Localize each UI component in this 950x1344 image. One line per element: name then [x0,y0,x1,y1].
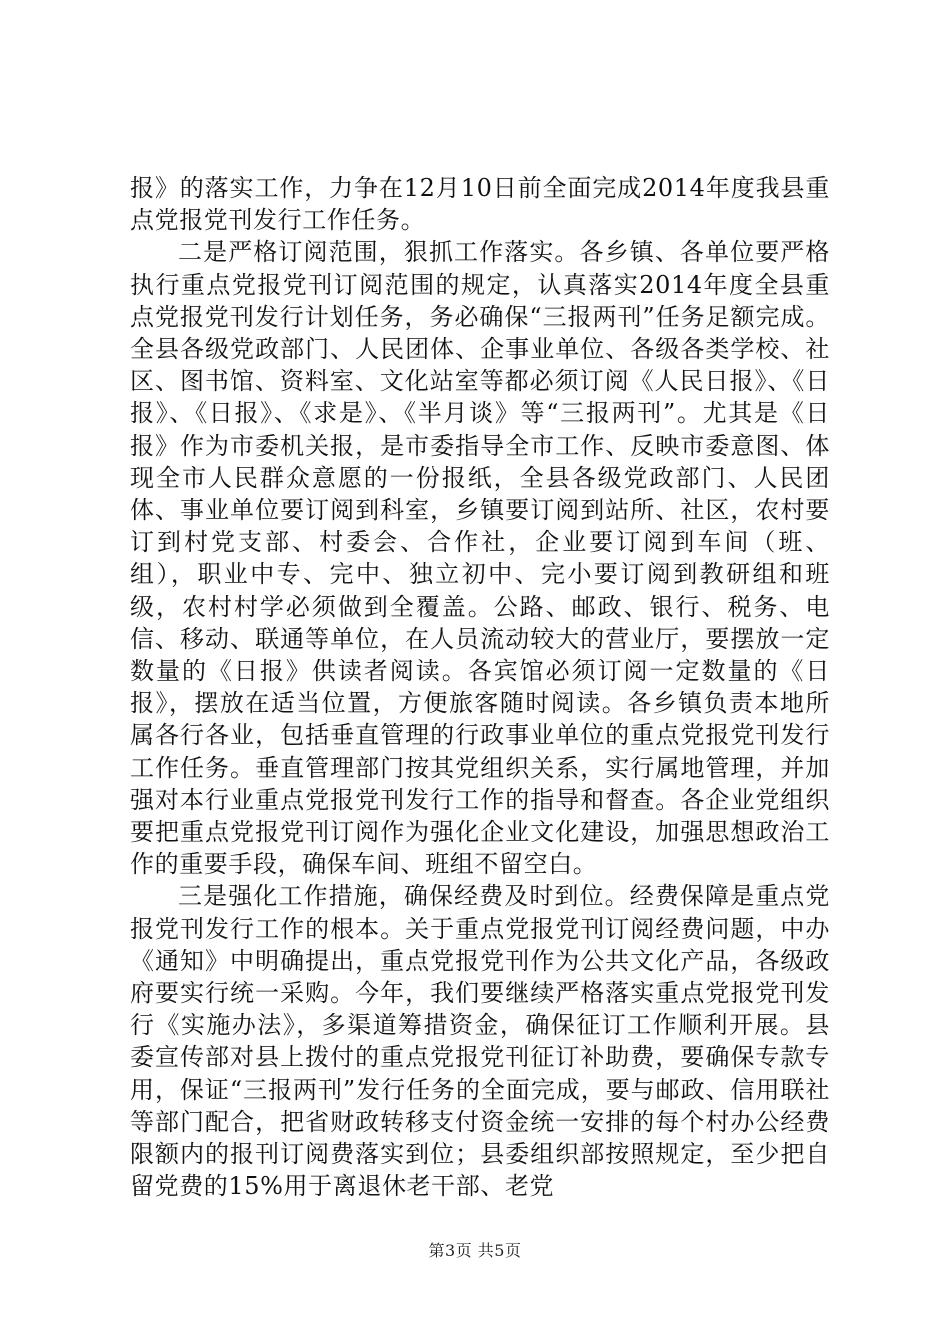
document-body [130,172,830,1203]
page-footer: 第3页 共5页 [428,1241,522,1260]
paragraph-continuation: 报》的落实工作，力争在12月10日前全面完成2014年度我县重点党报党刊发行工作任务。 [130,174,830,235]
paragraph-subscription-scope: 二是严格订阅范围，狠抓工作落实。各乡镇、各单位要严格执行重点党报党刊订阅范围的规定，认真落实2014年度全县重点党报党刊发行计划任务，务必确保“三报两刊”任务足额完成。全县各级党政部门、人民团体、企事业单位、各级各类学校、社区、图书馆、资料室、文化站室等都必须订阅《人民日报》、《日报》、《日报》、《求是》、《半月谈》等“三报两刊”。尤其是《日报》作为市委机关报，是市委指导全市工作、反映市委意图、体现全市人民群众意愿的一份报纸，全县各级党政部门、人民团体、事业单位要订阅到科室，乡镇要订阅到站所、社区，农村要订到村党支部、村委会、合作社，企业要订阅到车间（班、组），职业中专、完中、独立初中、完小要订阅到教研组和班级，农村村学必须做到全覆盖。公路、邮政、银行、税务、电信、移动、联通等单位，在人员流动较大的营业厅，要摆放一定数量的《日报》供读者阅读。各宾馆必须订阅一定数量的《日报》，摆放在适当位置，方便旅客随时阅读。各乡镇负责本地所属各行各业，包括垂直管理的行政事业单位的重点党报党刊发行工作任务。垂直管理部门按其党组织关系，实行属地管理，并加强对本行业重点党报党刊发行工作的指导和督查。各企业党组织要把重点党报党刊订阅作为强化企业文化建设，加强思想政治工作的重要手段，确保车间、班组不留空白。 [130,238,830,879]
paragraph-funding-measures: 三是强化工作措施，确保经费及时到位。经费保障是重点党报党刊发行工作的根本。关于重点党报党刊订阅经费问题，中办《通知》中明确提出，重点党报党刊作为公共文化产品，各级政府要实行统一采购。今年，我们要继续严格落实重点党报党刊发行《实施办法》，多渠道筹措资金，确保征订工作顺利开展。县委宣传部对县上拨付的重点党报党刊征订补助费，要确保专款专用，保证“三报两刊”发行任务的全面完成，要与邮政、信用联社等部门配合，把省财政转移支付资金统一安排的每个村办公经费限额内的报刊订阅费落实到位；县委组织部按照规定，至少把自留党费的15%用于离退休老干部、老党 [130,882,830,1201]
